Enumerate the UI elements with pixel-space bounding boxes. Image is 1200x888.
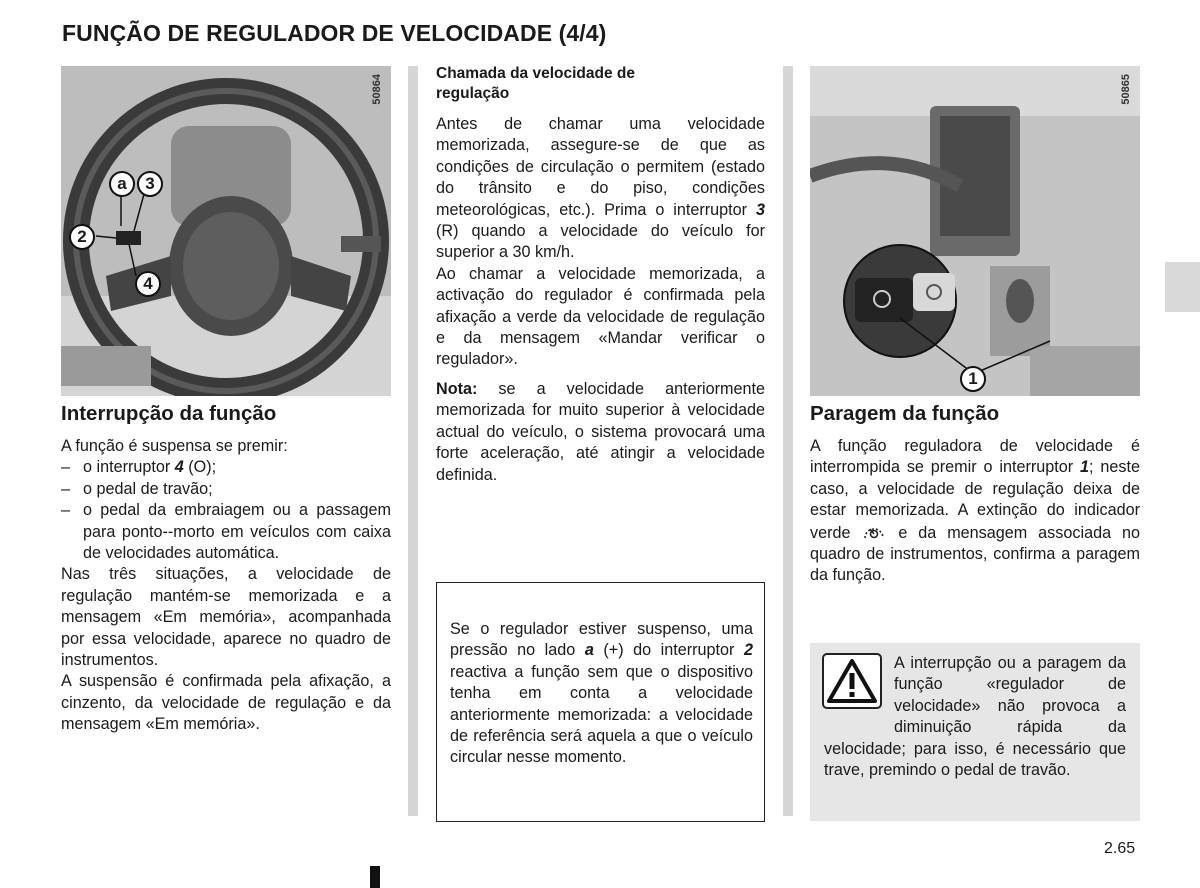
page-title: FUNÇÃO DE REGULADOR DE VELOCIDADE (4/4) [62,20,607,46]
recall-body [436,114,765,486]
recall-note: Nota: se a velocidade anteriormente memorizada for muito superior à velocidade actual do veículo, o sistema provocará uma forte aceleração, até atingir a velocidade definida. [436,379,765,484]
list-item: – o pedal de travão; [61,479,391,500]
interruption-heading: Interrupção da função [61,402,277,425]
recall-para1: Antes de chamar uma velocidade memorizada, assegure-se de que as condições de circulação o permitem (estado do trânsito e do piso, condições meteorológicas, etc.). Prima o interruptor 3 (R) quando a velocidade do veículo for superior a 30 km/h. [436,115,765,262]
label-4: 4 [135,271,161,297]
figure-code: 50865 [1120,74,1132,105]
speed-limiter-indicator-icon [861,522,887,542]
warning-box [810,643,1140,821]
recall-para2: Ao chamar a velocidade memorizada, a activação do regulador é confirmada pela afixação a verde da velocidade de regulação e da mensagem «Mandar verificar o regulador». [436,264,765,369]
reactivation-note-text: Se o regulador estiver suspenso, uma pressão no lado a (+) do interruptor 2 reactiva a função sem que o dispositivo tenha em conta a velocidade anteriormente memorizada: a velocidade de referência será aquela a que o veículo circular nesse momento. [450,620,753,767]
stop-body: A função reguladora de velocidade é interrompida se premir o interruptor 1; neste caso, a velocidade de regulação deixa de estar memorizada. A extinção do indicador verde e da mensagem associada no quadro de instrumentos, confirma a paragem da função. [810,437,1140,585]
warning-text: A interrupção ou a paragem da função «regulador de velocidade» não provoca a diminuição rápida da velocidade; para isso, é necessário que trave, premindo o pedal de travão. [824,654,1126,780]
steering-wheel-photo [61,66,391,396]
list-item: – o pedal da embraiagem ou a passagem para ponto--morto em veículos com caixa de velocidades automática. [61,500,391,564]
interruption-body [61,436,391,736]
interruption-intro: A função é suspensa se premir: [61,437,288,455]
column-divider [408,66,418,816]
page-edge-marker [370,866,380,888]
interruption-para2: A suspensão é confirmada pela afixação, a cinzento, da velocidade de regulação e da mensagem «Em memória». [61,672,391,734]
label-a: a [109,171,135,197]
list-item: – o interruptor 4 (O); [61,457,391,478]
reactivation-note-box [436,582,765,822]
label-2: 2 [69,224,95,250]
console-figure [810,66,1140,396]
interruption-para1: Nas três situações, a velocidade de regulação mantém-se memorizada e a mensagem «Em memória», acompanhada por essa velocidade, aparece no quadro de instrumentos. [61,565,391,670]
recall-heading: Chamada da velocidade de regulação [436,65,635,102]
interruption-list [61,457,391,564]
stop-heading: Paragem da função [810,402,1000,425]
chapter-tab [1165,262,1200,312]
label-3: 3 [137,171,163,197]
page-number: 2.65 [1104,840,1136,857]
label-1: 1 [960,366,986,392]
center-console-photo [810,66,1140,396]
steering-wheel-figure [61,66,391,396]
column-divider [783,66,793,816]
figure-code: 50864 [371,74,383,105]
